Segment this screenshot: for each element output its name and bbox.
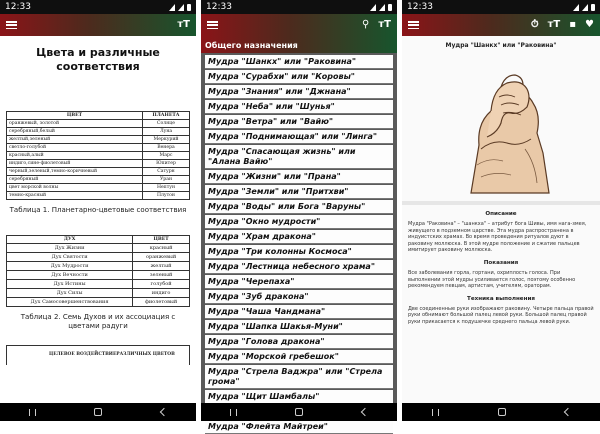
table-row (7, 152, 190, 160)
table-cell: Уран (142, 176, 189, 184)
list-item[interactable]: Мудра "Окно мудрости" (205, 215, 393, 229)
recent-apps-icon[interactable] (432, 409, 439, 416)
table-row (7, 298, 190, 307)
battery-icon (591, 4, 595, 11)
table-cell: серебряный,белый (7, 128, 143, 136)
system-nav-bar (201, 403, 397, 421)
list-item[interactable]: Мудра "Сурабхи" или "Коровы" (205, 70, 393, 84)
list-item[interactable]: Мудра "Знания" или "Джнана" (205, 85, 393, 99)
search-icon[interactable]: ⚲ (362, 19, 370, 30)
description-heading: Описание (485, 211, 517, 217)
table-cell: темно-красный (7, 192, 143, 200)
table-cell: голубой (133, 280, 190, 289)
list-item[interactable]: Мудра "Спасающая жизнь" или "Алана Вайю" (205, 145, 393, 169)
table-cell: желтый (133, 262, 190, 271)
mudra-detail (402, 36, 600, 403)
wifi-icon (573, 4, 579, 11)
table-cell: Юпитер (142, 160, 189, 168)
table-cell: оранжевый, золотой (7, 120, 143, 128)
status-icons (370, 4, 392, 11)
signal-icon (582, 4, 588, 11)
list-item[interactable]: Мудра "Жизни" или "Прана" (205, 170, 393, 184)
table-cell: Венера (142, 144, 189, 152)
table-header-row (7, 236, 190, 244)
favorite-heart-icon[interactable]: ♥ (585, 19, 594, 30)
app-bar (0, 14, 196, 36)
table-row (7, 128, 190, 136)
timer-icon[interactable]: ⏱ (530, 19, 539, 30)
signal-icon (178, 4, 184, 11)
table-cell: индиго (133, 289, 190, 298)
table-cell: Дух Силы (7, 289, 133, 298)
table-row (7, 176, 190, 184)
wifi-icon (370, 4, 376, 11)
table-row (7, 168, 190, 176)
status-bar (0, 0, 196, 14)
list-item[interactable]: Мудра "Зуб дракона" (205, 290, 393, 304)
table-cell: Дух Святости (7, 253, 133, 262)
hands-illustration (441, 53, 561, 193)
table-cell: фиолетовый (133, 298, 190, 307)
table-cell: Луна (142, 128, 189, 136)
battery-icon (388, 4, 392, 11)
recent-apps-icon[interactable] (29, 409, 36, 416)
table-row (7, 192, 190, 200)
table-header-row (7, 112, 190, 120)
status-bar (201, 0, 397, 14)
list-item[interactable]: Мудра "Морской гребешок" (205, 350, 393, 364)
table-cell: красный (133, 244, 190, 253)
list-item[interactable]: Мудра "Три колонны Космоса" (205, 245, 393, 259)
table-cell: Дух Самосовершенствования (7, 298, 133, 307)
list-item[interactable]: Мудра "Щит Шамбалы" (205, 390, 393, 404)
table-cell: Сатурн (142, 168, 189, 176)
status-bar (402, 0, 600, 14)
comment-icon[interactable]: ▪ (569, 19, 577, 30)
table-row (7, 144, 190, 152)
section-header: Общего назначения (201, 36, 397, 53)
table-row (7, 271, 190, 280)
menu-icon[interactable] (408, 21, 419, 29)
phone-screen-mudra-detail (402, 0, 600, 421)
table-cell: индиго,сине-фиолетовый (7, 160, 143, 168)
table-row (7, 280, 190, 289)
list-item[interactable]: Мудра "Поднимающая" или "Линга" (205, 130, 393, 144)
table-row (7, 160, 190, 168)
list-item[interactable]: Мудра "Чаша Чандмана" (205, 305, 393, 319)
table-cell: Дух Мудрости (7, 262, 133, 271)
table-cell: Нептун (142, 184, 189, 192)
table-row (7, 136, 190, 144)
table-cell: Дух Жизни (7, 244, 133, 253)
app-bar (402, 14, 600, 36)
page-title: Цвета и различные соответствия (36, 46, 160, 73)
table-cell: Марс (142, 152, 189, 160)
table-cell: светло-голубой (7, 144, 143, 152)
table-header: ЦВЕТ (133, 236, 190, 244)
status-time: 12:33 (206, 2, 232, 12)
table-row (7, 184, 190, 192)
table-cell: желтый,зеленый (7, 136, 143, 144)
planet-color-table (6, 111, 190, 200)
home-icon[interactable] (94, 408, 102, 416)
article-content (0, 36, 196, 403)
system-nav-bar (0, 403, 196, 421)
table-cell: Плутон (142, 192, 189, 200)
status-time: 12:33 (407, 2, 433, 12)
table-row (7, 262, 190, 271)
table-row (7, 253, 190, 262)
status-icons (573, 4, 595, 11)
table-cell: зеленый (133, 271, 190, 280)
system-nav-bar (402, 403, 600, 421)
mudra-list-screen (201, 36, 397, 431)
home-icon[interactable] (498, 408, 506, 416)
signal-icon (379, 4, 385, 11)
wifi-icon (169, 4, 175, 11)
back-icon[interactable] (361, 408, 369, 416)
indications-text: Все заболевания горла, гортани, охриплость голоса. При выполнении этой мудры усиливается голос, поэтому особенно рекомендуем певцам, артистам, учителям, ораторам. (408, 269, 576, 290)
home-icon[interactable] (295, 408, 303, 416)
status-icons (169, 4, 191, 11)
text-size-icon[interactable]: тТ (177, 19, 190, 30)
table-caption: Таблица 1. Планетарно-цветовые соответствия (9, 206, 187, 214)
table-row (7, 289, 190, 298)
table-row (7, 244, 190, 253)
table-header: ПЛАНЕТА (142, 112, 189, 120)
indications-heading: Показания (483, 259, 519, 266)
back-icon[interactable] (563, 408, 571, 416)
list-item[interactable]: Мудра "Флейта Майтреи" (205, 420, 393, 434)
technique-text: Две соединенные руки изображают раковину. Четыре пальца правой руки обнимают большой палец левой руки. Большой палец правой руки прикасается к подушечке среднего пальца левой руки. (408, 305, 594, 325)
list-item[interactable]: Мудра "Земли" или "Притхви" (205, 185, 393, 199)
battery-icon (187, 4, 191, 11)
list-item[interactable]: Мудра "Стрела Ваджра" или "Стрела грома" (205, 365, 393, 389)
list-item[interactable]: Мудра "Шапка Шакья-Муни" (205, 320, 393, 334)
table-caption: Таблица 2. Семь Духов и их ассоциация с цветами радуги (20, 313, 176, 330)
menu-icon[interactable] (6, 21, 17, 29)
table-cell: Солнце (142, 120, 189, 128)
table-cell: Меркурий (142, 136, 189, 144)
phone-screen-colors (0, 0, 196, 421)
text-size-icon[interactable]: тТ (378, 19, 391, 30)
list-item[interactable]: Мудра "Ветра" или "Вайю" (205, 115, 393, 129)
table-cell: цвет морской волны (7, 184, 143, 192)
mudra-title: Мудра "Шанкх" или "Раковина" (445, 42, 557, 49)
spirit-color-table (6, 235, 190, 307)
list-item[interactable]: Мудра "Шанкх" или "Раковина" (205, 55, 393, 69)
text-size-icon[interactable]: тТ (547, 19, 561, 30)
list-item[interactable]: Мудра "Лестница небесного храма" (205, 260, 393, 274)
back-icon[interactable] (160, 408, 168, 416)
mudra-list (201, 53, 397, 434)
app-bar (201, 14, 397, 36)
description-text: Мудра "Раковина" – "шанкха" – атрибут бога Шивы, имя нага-змея, живущего в подземном царстве. Эта мудра распространена в индуистских храмах. Во время проведения ритуалов дуют в раковину моллюска. В этой мудре положение и сжатие пальцев имитирует раковину моллюска. (408, 221, 587, 254)
table-header: ЦВЕТ (7, 112, 143, 120)
table-cell: оранжевый (133, 253, 190, 262)
list-item[interactable]: Мудра "Черепаха" (205, 275, 393, 289)
table-cell: серебряный (7, 176, 143, 184)
list-item[interactable]: Мудра "Храм дракона" (205, 230, 393, 244)
table-cell: Дух Истины (7, 280, 133, 289)
list-item[interactable]: Мудра "Неба" или "Шунья" (205, 100, 393, 114)
recent-apps-icon[interactable] (230, 409, 237, 416)
list-item[interactable]: Мудра "Голова дракона" (205, 335, 393, 349)
table-cell: черный,зеленый,темно-коричневый (7, 168, 143, 176)
list-item[interactable]: Мудра "Воды" или Бога "Варуны" (205, 200, 393, 214)
section-divider (402, 201, 600, 205)
table-cell: Дух Вечности (7, 271, 133, 280)
technique-heading: Техника выполнения (467, 295, 535, 302)
table-header: ДУХ (7, 236, 133, 244)
color-effect-table-head: ЦЕЛЕВОЕ ВОЗДЕЙСТВИЕРАЗЛИЧНЫХ ЦВЕТОВ (6, 345, 190, 365)
table-row (7, 120, 190, 128)
table-cell: красный,алый (7, 152, 143, 160)
phone-screen-mudra-list (201, 0, 397, 431)
status-time: 12:33 (5, 2, 31, 12)
menu-icon[interactable] (207, 21, 218, 29)
